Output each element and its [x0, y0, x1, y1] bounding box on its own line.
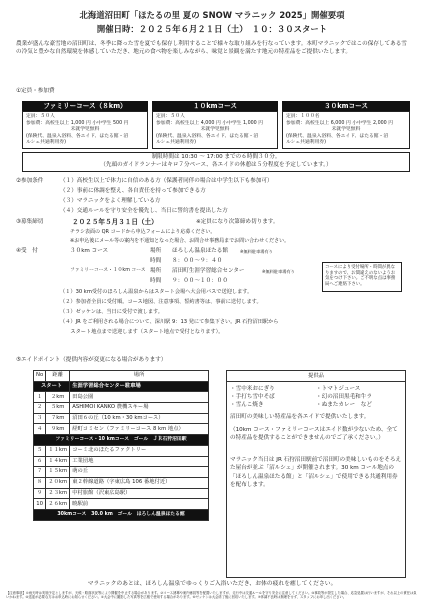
table-row — [34, 413, 209, 424]
course-family-title: ファミリーコース（８km） — [22, 101, 148, 111]
provision-text: （10km コース・ファミリーコースはエイド数が少ないため、全ての特産品を提供することができませんのでご了承ください。） — [230, 427, 398, 442]
course-10km-title: １０kmコース — [152, 101, 278, 111]
reception-label: ④受 付 — [16, 248, 38, 254]
aid-no: ７ — [34, 467, 46, 478]
aid-start-place: 生涯学習総合センター駐車場 — [70, 381, 209, 392]
aid-start-label: スタート — [34, 381, 70, 392]
aid-place: 経町コミセン（ファミリーコース 8 km 地点） — [70, 424, 209, 435]
course-fee: 参加費：高校生以上 4,000 円 小中学生 1,000 円 — [156, 120, 264, 126]
provision-row — [230, 401, 402, 409]
aid-no: 10 — [34, 499, 46, 510]
aid-table — [33, 370, 209, 521]
table-row — [34, 499, 209, 510]
aid-distance: ２０km — [46, 477, 70, 488]
reception-place-short: 沼田町生涯学習総合センター — [172, 268, 245, 274]
aid-head-no: No — [34, 371, 46, 382]
aid-head-distance: 距離 — [46, 371, 70, 382]
reception-note: （１）30 km受付のほろしん温泉からはスタート会場へ大会用バスで送迎します。 — [60, 289, 253, 295]
condition-item: （４）交通ルールを守り安全を優先し、当日に誓約書を提出した方 — [60, 208, 228, 214]
course-30km-details — [282, 111, 410, 149]
aid-no: ３ — [34, 413, 46, 424]
pace-note: （先頭のガイドランナーはキロ７分ペース、各エイドの休憩は５分程度を予定しています。） — [100, 161, 332, 168]
provision-item: ・手打ち雪中そば — [230, 393, 275, 400]
aid-place: 東２幹線道路（字東広島 106 番地付近） — [70, 477, 209, 488]
reception-place-label: 場所 — [150, 248, 162, 254]
course-10km-details — [152, 111, 278, 149]
course-capacity: 定員：１００名 — [286, 114, 320, 119]
course-capacity: 定員：５０人 — [26, 114, 55, 119]
event-datetime: 開催日時：２０２５年６月２１日（土） １０：３０スタート — [96, 24, 328, 34]
table-row — [34, 467, 209, 478]
reception-side-note: コースにより受付場所・時間が異なりますので、お間違えのないようお気をつけ下さい。ご不明な点は事務局へご連絡下さい。 — [322, 262, 402, 292]
time-limit-box — [22, 152, 410, 172]
reception-course-30km: ３０km コース — [70, 248, 109, 254]
intro-paragraph: 農業が盛んな豪雪地の沼田町は、冬季に降った雪を夏でも保存し利用することで様々な取り組みを行なっています。本町マラニックではこの保存してある雪の冷気と豊かな自然環境を体感していただき、地元の食べ物を楽しみながら、味覚と景観を満たす地元の特産品をご提供いたします。 — [16, 41, 407, 55]
reception-time-short: ９：００～１０：００ — [172, 278, 228, 284]
aid-distance: ９km — [46, 424, 70, 435]
caution-notes: 【注意事項】①雨天時は実施予定としますが、天候・路面状況等により開催を中止する場合があります。②コース誘導や案内係員等を配置いたしますが、走行中は交通ルールを守り安全に注意してください。③事故等が発生した場合、応急処置は行いますが、それ以上の責任は負いかねます。④送迎が必要な方はお申込時にお知らせください。⑤大会中に撮影した写真等を広報で使用する場合があります。⑥ゼッケンは大会終了後に回収いたします。⑦体調不良時は無理をせず、スタッフにお申し出ください。 — [6, 591, 417, 600]
deadline-date: ２０２５年５月３１日（土） — [72, 218, 158, 226]
aid-no: １ — [34, 392, 46, 403]
deadline-note: ※定員になり次第締め切ります。 — [196, 219, 279, 225]
course-capacity: 定員：５０人 — [156, 114, 185, 119]
aid-no: ４ — [34, 424, 46, 435]
condition-item: （３）マラニックをよく理解している方 — [60, 198, 161, 204]
course-fee: 参加費：高校生以上 1,000 円 小中学生 500 円 — [26, 120, 129, 126]
aid-distance: ２６km — [46, 499, 70, 510]
aid-goal-short: ファミリーコース・10 kmコース ゴール ＪＲ石狩沼田駅 — [34, 435, 209, 446]
table-row — [34, 392, 209, 403]
table-row — [34, 445, 209, 456]
provision-row — [230, 385, 402, 393]
aid-place: 中村旅館（沢東広島駅） — [70, 488, 209, 499]
course-includes: (保険代、温泉入浴料、各エイド、ほたる館・沼 — [286, 133, 389, 139]
provision-row — [230, 393, 402, 401]
page-title: 北海道沼田町「ほたるの里 夏の SNOW マラニック 2025」開催要項 — [79, 10, 345, 20]
table-row — [34, 477, 209, 488]
table-row — [34, 456, 209, 467]
provisions-box — [226, 370, 406, 578]
aid-place: コーミ北のほたるファクトリー — [70, 445, 209, 456]
aid-distance: ２３km — [46, 488, 70, 499]
course-includes-cont: ルシェ共通利用券) — [26, 140, 67, 146]
aid-distance: １１km — [46, 445, 70, 456]
reception-note: （３）ゼッケンは、当日に受付で渡します。 — [60, 309, 163, 315]
aid-no: ５ — [34, 445, 46, 456]
provision-text: マラニック当日は JR 石狩沼田駅前で沼田町の美味しいものをそろえた屋台が並ぶ「沼ルシェ」が開催されます。30 km コール地点の「ほろしん温泉ほたる館」と「沼ルシェ」で使用できる共通利用券を配布します。 — [230, 457, 402, 488]
provision-item: ・幻の沼田黒毛和牛ラ — [316, 393, 372, 400]
parking-note: ※無料駐車場有り — [262, 269, 295, 274]
reception-note: スタート地点まで送迎します（スタート地点で受付となります）。 — [60, 329, 224, 335]
condition-item: （２）事前に体調を整え、各自責任を持って参加できる方 — [60, 188, 206, 194]
parking-note: ※無料駐車場有り — [240, 249, 273, 254]
reception-time-label: 時間 — [150, 258, 162, 264]
course-includes-cont: ルシェ共通利用券) — [156, 140, 197, 146]
reception-place-label: 場所 — [150, 268, 162, 274]
reception-course-short: ファミリーコース・１０km コース — [70, 268, 146, 273]
course-30km-title: ３０kmコース — [282, 101, 410, 111]
aid-no: ９ — [34, 488, 46, 499]
reception-note: （４）JR をご利用される場合について、深川駅 9：13 発にて参集下さい。JR 石狩沼田駅から — [60, 319, 279, 325]
provision-item: ・トマトジュース — [316, 385, 361, 392]
course-includes-cont: ルシェ共通利用券) — [286, 140, 327, 146]
reception-time-label: 時間 — [150, 278, 162, 284]
aid-no: ６ — [34, 456, 46, 467]
table-row — [34, 488, 209, 499]
course-fee: 参加費：高校生以上 6,000 円 小中学生 2,000 円 — [286, 120, 394, 126]
aid-goal-30km: 30kmコース 30.0 km ゴール ほろしん温泉ほたる館 — [34, 509, 209, 520]
section-fees-label: ①定員・参加費 — [16, 88, 55, 94]
provisions-head: 提供品 — [227, 371, 405, 382]
course-includes: (保険代、温泉入浴料、各エイド、ほたる館・沼 — [26, 133, 129, 139]
aid-place: 暁駅前 — [70, 499, 209, 510]
aid-place: 沼田６の丘（10 km・30 kmコース） — [70, 413, 209, 424]
reception-place-30km: ほろしん温泉ほたる館 — [172, 248, 228, 254]
aid-no: ８ — [34, 477, 46, 488]
provision-text: 沼田町の美味しい特産品を各エイドで提供いたします。 — [230, 414, 370, 421]
table-row — [34, 424, 209, 435]
aid-distance: １４km — [46, 456, 70, 467]
aid-place: 萌の丘 — [70, 467, 209, 478]
aid-place: 田島公園 — [70, 392, 209, 403]
aid-head-place: 場所 — [70, 371, 209, 382]
aid-no: ２ — [34, 403, 46, 414]
aid-distance: １５km — [46, 467, 70, 478]
aid-place: ASHIMOI KANKO 農機スキー場 — [70, 403, 209, 414]
aid-place: 工業団地 — [70, 456, 209, 467]
aid-section-label: ⑤エイドポイント（提供内容が変更になる場合があります） — [16, 357, 167, 363]
closing-message: マラニックのあとは、ほろしん温泉でゆっくりご入浴いただき、お体の疲れを癒してください。 — [87, 581, 337, 587]
provision-item: ・雪中米おにぎり — [230, 385, 275, 392]
course-preschool: 未就学児無料 — [200, 127, 230, 133]
course-family-details — [22, 111, 148, 149]
deadline-label: ③募集締切 — [16, 219, 44, 225]
course-preschool: 未就学児無料 — [70, 127, 100, 133]
aid-distance: ２km — [46, 392, 70, 403]
application-method: チラシ表面の QR コードから申込フォームにより応募ください。 — [70, 229, 216, 235]
time-limit-text: 制限時間は 10:30 ～ 17:00 までの６時間３０分。 — [151, 154, 281, 160]
aid-distance: ５km — [46, 403, 70, 414]
aid-distance: ７km — [46, 413, 70, 424]
conditions-label: ②参加条件 — [16, 178, 44, 184]
provision-item: ・ぬまたカレー など — [316, 401, 372, 408]
course-includes: (保険代、温泉入浴料、各エイド、ほたる館・沼 — [156, 133, 259, 139]
condition-item: （１）高校生以上で体力に自信のある方（保護者同伴の場合は中学生以下も参加可） — [60, 178, 273, 184]
course-preschool: 未就学児無料 — [331, 127, 361, 133]
provision-item: ・雪んこ焼き — [230, 401, 264, 408]
table-row — [34, 403, 209, 414]
reception-time-30km: ８：００～９：４０ — [172, 258, 223, 264]
application-note: ※お申込後にメール等の案内を不通知となった場合、お問合せ事務局までお問い合わせください。 — [70, 238, 290, 244]
reception-note: （２）参加者全員に受付順。コース地図、注意事項、誓約書等は、事前に送付します。 — [60, 299, 262, 305]
